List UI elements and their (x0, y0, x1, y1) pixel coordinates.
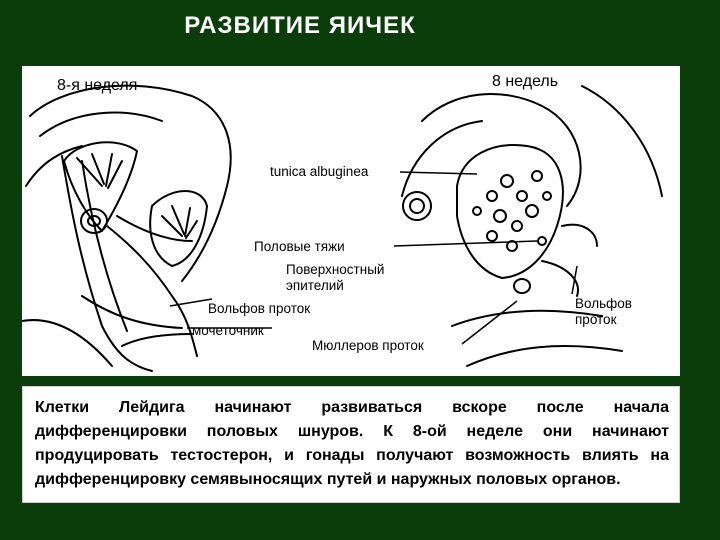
label-wolffian-duct-right: Вольфов проток (575, 296, 632, 327)
week-label-right: 8 недель (492, 73, 559, 90)
label-wolffian-duct-left: Вольфов проток (208, 301, 311, 316)
diagram-drawing (22, 66, 680, 376)
testis-diagram (22, 66, 680, 376)
week-label-left: 8-я неделя (57, 77, 138, 94)
label-mullerian-duct: Мюллеров проток (312, 338, 424, 353)
label-tunica-albuginea: tunica albuginea (270, 164, 369, 179)
page-title: РАЗВИТИЕ ЯИЧЕК (184, 12, 416, 39)
caption-text: Клетки Лейдига начинают развиваться вскоре после начала дифференцировки половых шнуров. К 8-ой неделе они начинают продуцировать тестостерон, и гонады получают возможность влиять на дифференцировку семявыносящих путей и наружных половых органов. (22, 386, 680, 503)
label-ureter: мочеточник (192, 323, 264, 338)
label-sex-cords: Половые тяжи (254, 239, 345, 254)
label-surface-epithelium: Поверхностный эпителий (286, 262, 385, 293)
